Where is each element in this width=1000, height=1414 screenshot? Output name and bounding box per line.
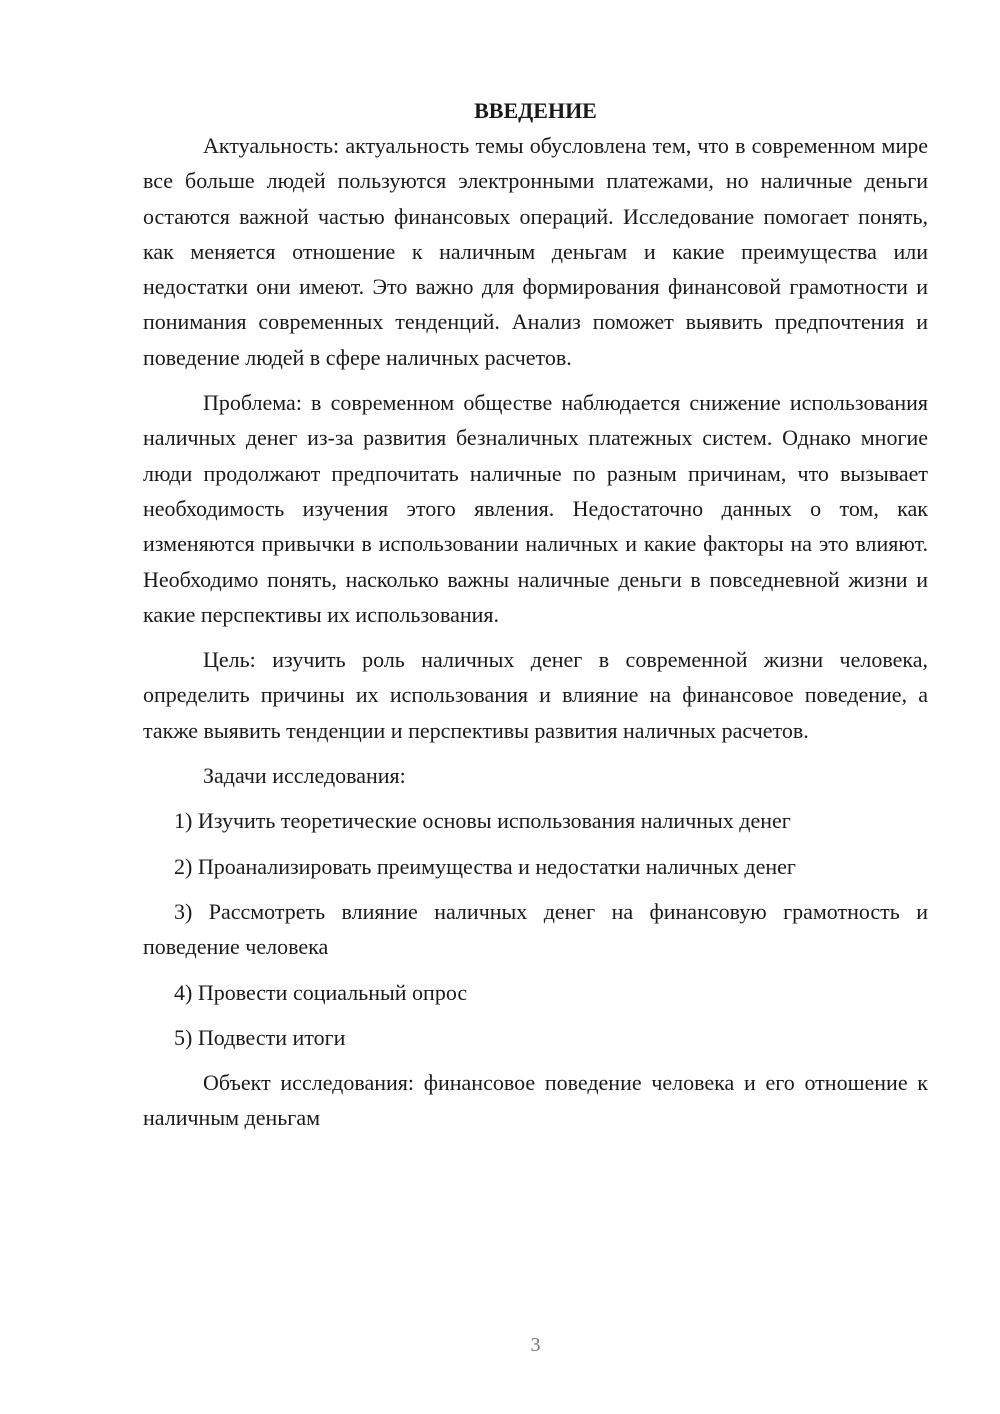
tasks-title: Задачи исследования:	[203, 763, 406, 789]
paragraph-spacer	[143, 748, 928, 758]
section-heading: ВВЕДЕНИЕ	[474, 98, 597, 123]
paragraph-spacer	[143, 1010, 928, 1020]
paragraph-spacer	[143, 965, 928, 975]
page-content	[143, 94, 928, 1136]
task-item-2: 2) Проанализировать преимущества и недостатки наличных денег	[174, 853, 796, 879]
paragraph-spacer	[143, 793, 928, 803]
problem-paragraph: Проблема: в современном обществе наблюдается снижение использования наличных денег из-за развития безналичных платежных систем. Однако многие люди продолжают предпочитать наличные по разным причинам, что вызывает необходимость изучения этого явления. Недостаточно данных о том, как изменяются привычки в использовании наличных и какие факторы на это влияют. Необходимо понять, насколько важны наличные деньги в повседневной жизни и какие перспективы их использования.	[143, 390, 928, 627]
task-item-3: 3) Рассмотреть влияние наличных денег на финансовую грамотность и поведение человека	[143, 898, 928, 960]
paragraph-spacer	[143, 884, 928, 894]
task-item-4: 4) Провести социальный опрос	[174, 979, 468, 1005]
object-paragraph: Объект исследования: финансовое поведение человека и его отношение к наличным деньгам	[143, 1070, 928, 1131]
paragraph-spacer	[143, 375, 928, 385]
page-number: 3	[530, 1334, 541, 1356]
paragraph-spacer	[143, 632, 928, 642]
relevance-paragraph: Актуальность: актуальность темы обусловлена тем, что в современном мире все больше людей пользуются электронными платежами, но наличные деньги остаются важной частью финансовых операций. Исследование помогает понять, как меняется отношение к наличным деньгам и какие преимущества или недостатки они имеют. Это важно для формирования финансовой грамотности и понимания современных тенденций. Анализ поможет выявить предпочтения и поведение людей в сфере наличных расчетов.	[143, 133, 928, 370]
task-item-5: 5) Подвести итоги	[174, 1024, 346, 1050]
paragraph-spacer	[143, 1055, 928, 1065]
paragraph-spacer	[143, 839, 928, 849]
goal-paragraph: Цель: изучить роль наличных денег в современной жизни человека, определить причины их использования и влияние на финансовое поведение, а также выявить тенденции и перспективы развития наличных расчетов.	[143, 647, 928, 743]
task-item-1: 1) Изучить теоретические основы использования наличных денег	[174, 808, 791, 834]
